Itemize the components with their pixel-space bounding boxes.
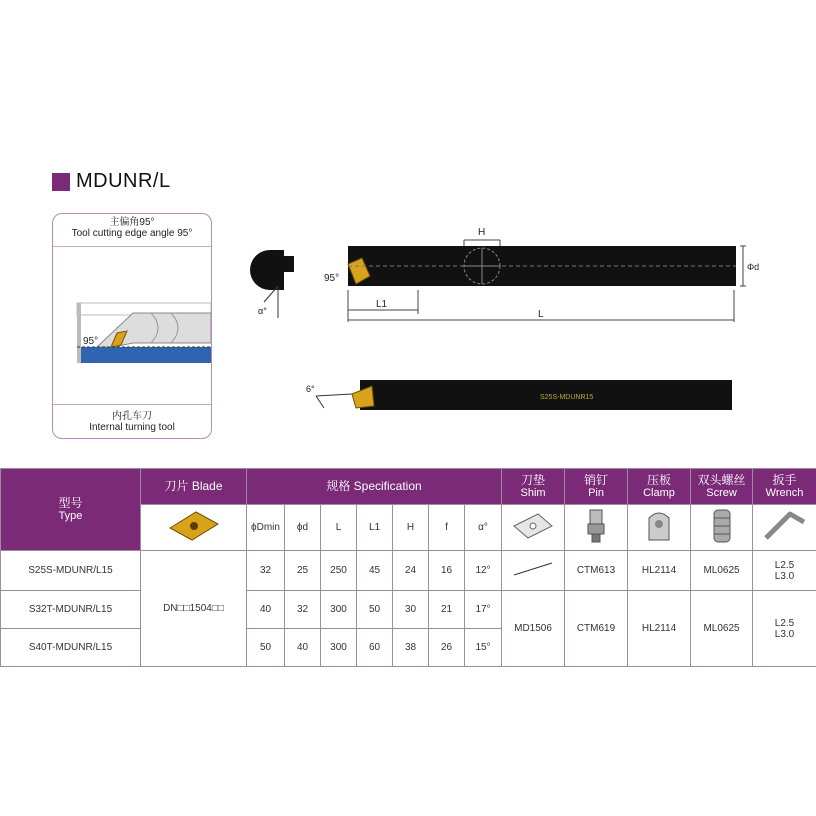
spec-col-H: H xyxy=(393,505,429,551)
shim-none-cell xyxy=(502,551,565,591)
illustration-top-caption: 主偏角95° Tool cutting edge angle 95° xyxy=(71,217,193,239)
insert-icon xyxy=(164,506,224,546)
spec-col-alpha: α° xyxy=(465,505,502,551)
table-row: S40T-MDUNR/L15 50 40 300 60 38 26 15° xyxy=(1,629,816,667)
L1-label: L1 xyxy=(376,299,388,310)
spec-header: 规格 Specification xyxy=(247,469,502,505)
angle-6-label: 6° xyxy=(306,384,315,394)
blade-code-cell: DN□□1504□□ xyxy=(141,551,247,667)
pin-image xyxy=(565,505,628,551)
screw-image xyxy=(691,505,753,551)
blade-header: 刀片 Blade xyxy=(141,469,247,505)
clamp-header: 压板 Clamp xyxy=(628,469,691,505)
table-row: S32T-MDUNR/L15 40 32 300 50 30 21 17° MD1506 CTM619 HL2114 ML0625 L2.5 L3.0 xyxy=(1,591,816,629)
no-shim-slash xyxy=(508,559,558,579)
bar-marking: S25S-MDUNR15 xyxy=(540,394,594,401)
wrench-icon xyxy=(760,506,810,546)
phid-label: Φd xyxy=(747,262,760,272)
L-label: L xyxy=(538,309,544,320)
boring-diagram xyxy=(53,247,211,405)
screw-icon xyxy=(702,506,742,546)
shim-icon xyxy=(508,508,558,544)
angle-95-label: 95° xyxy=(324,273,340,284)
product-title xyxy=(52,170,171,193)
tool-dimension-drawing xyxy=(240,218,760,338)
specification-table xyxy=(0,468,816,667)
spec-col-f: f xyxy=(429,505,465,551)
type-header: 型号 Type xyxy=(1,469,141,551)
spec-col-L: L xyxy=(321,505,357,551)
pin-header: 销钉 Pin xyxy=(565,469,628,505)
application-illustration xyxy=(52,213,212,439)
illustration-angle-label: 95° xyxy=(83,336,99,347)
spec-col-d: ϕd xyxy=(285,505,321,551)
type-cell: S40T-MDUNR/L15 xyxy=(1,629,141,667)
type-cell: S25S-MDUNR/L15 xyxy=(1,551,141,591)
illustration-bottom-caption: 内孔车刀 Internal turning tool xyxy=(89,411,175,433)
H-label: H xyxy=(478,227,486,238)
alpha-label: α° xyxy=(258,306,267,316)
clamp-icon xyxy=(639,506,679,546)
title-marker xyxy=(52,173,70,191)
shim-image xyxy=(502,505,565,551)
table-row: S25S-MDUNR/L15 DN□□1504□□ 32 25 250 45 24 16 12° CTM613 HL2114 ML0625 L2.5 L3.0 xyxy=(1,551,816,591)
wrench-image xyxy=(753,505,816,551)
screw-header: 双头螺丝 Screw xyxy=(691,469,753,505)
insert-image xyxy=(141,505,247,551)
wrench-header: 扳手 Wrench xyxy=(753,469,816,505)
clamp-image xyxy=(628,505,691,551)
pin-icon xyxy=(576,506,616,546)
spec-col-dmin: ϕDmin xyxy=(247,505,285,551)
type-cell: S32T-MDUNR/L15 xyxy=(1,591,141,629)
spec-col-L1: L1 xyxy=(357,505,393,551)
tool-side-view xyxy=(300,372,740,432)
shim-header: 刀垫 Shim xyxy=(502,469,565,505)
product-code: MDUNR/L xyxy=(76,170,171,192)
